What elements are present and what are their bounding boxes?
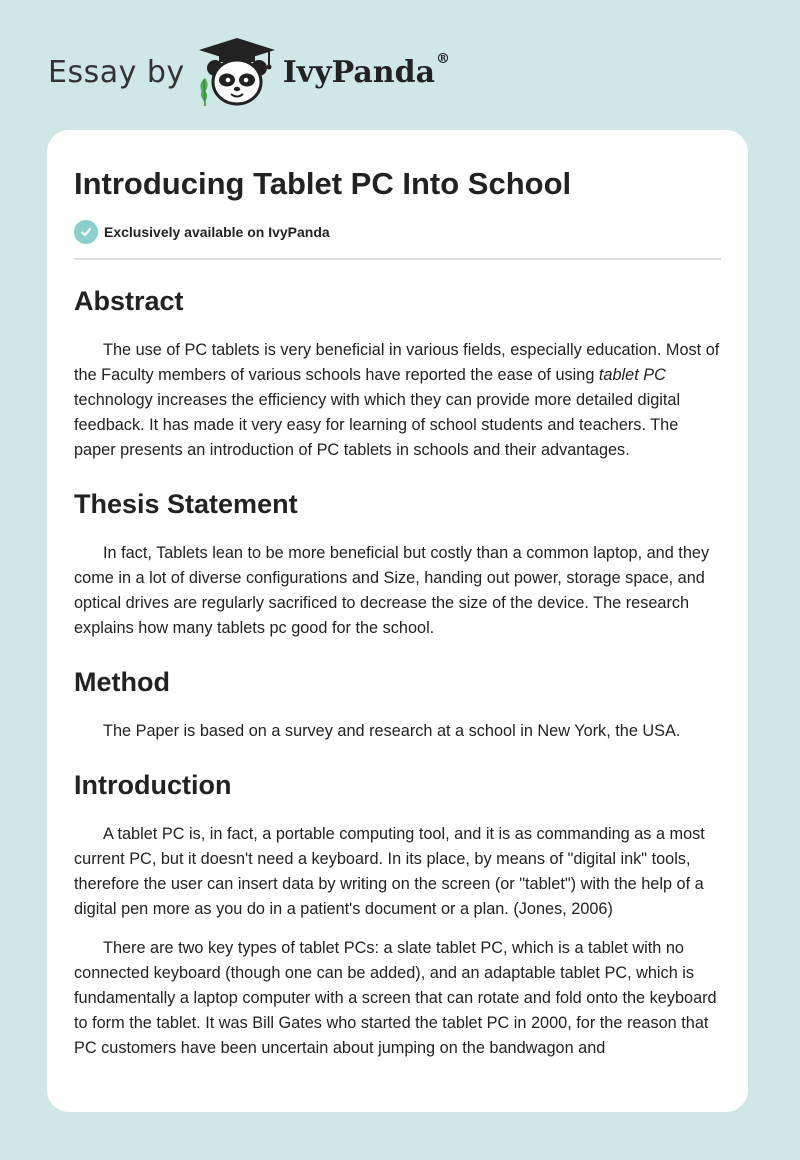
brand-header[interactable] xyxy=(48,36,450,108)
section-heading-thesis: Thesis Statement xyxy=(74,489,298,519)
section-heading-method: Method xyxy=(74,667,170,697)
thesis-paragraph: In fact, Tablets lean to be more beneficial but costly than a common laptop, and they come in a lot of diverse configurations and Size, handing out power, storage space, and optical drives are regularly sacrificed to decrease the size of the device. The research explains how many tablets pc good for the school. xyxy=(74,544,710,637)
introduction-paragraph-1: A tablet PC is, in fact, a portable computing tool, and it is as commanding as a most current PC, but it doesn't need a keyboard. In its place, by means of "digital ink" tools, therefore the user can insert data by writing on the screen (or "tablet") with the help of a digital pen more as you do in a patient's document or a plan. (Jones, 2006) xyxy=(74,825,705,918)
brand-name: IvyPanda® xyxy=(282,50,451,90)
badge-text: Exclusively available on IvyPanda xyxy=(104,224,330,240)
brand-prefix: Essay by xyxy=(48,54,185,90)
check-circle-icon xyxy=(74,220,98,244)
introduction-paragraph-2: There are two key types of tablet PCs: a slate tablet PC, which is a tablet with no connected keyboard (though one can be added), and an adaptable tablet PC, which is fundamentally a laptop computer with a screen that can rotate and fold onto the keyboard to form the tablet. It was Bill Gates who started the tablet PC in 2000, for the reason that PC customers have been uncertain about jumping on the bandwagon and xyxy=(74,939,717,1057)
exclusive-badge xyxy=(74,220,721,244)
panda-graduate-icon xyxy=(195,36,279,108)
title-divider xyxy=(74,258,721,260)
section-heading-introduction: Introduction xyxy=(74,770,232,800)
essay-card xyxy=(47,130,748,1112)
section-heading-abstract: Abstract xyxy=(74,286,184,316)
abstract-emphasis: tablet PC xyxy=(598,366,666,384)
abstract-paragraph: The use of PC tablets is very beneficial in various fields, especially education. Most of the Faculty members of various schools have reported the ease of using tablet PC technology increases the efficiency with which they can provide more detailed digital feedback. It has made it very easy for learning of school students and teachers. The paper presents an introduction of PC tablets in schools and their advantages. xyxy=(74,341,720,459)
essay-title: Introducing Tablet PC Into School xyxy=(74,166,572,201)
method-paragraph: The Paper is based on a survey and research at a school in New York, the USA. xyxy=(103,722,681,740)
registered-mark: ® xyxy=(436,50,451,67)
essay-content xyxy=(47,130,748,1061)
